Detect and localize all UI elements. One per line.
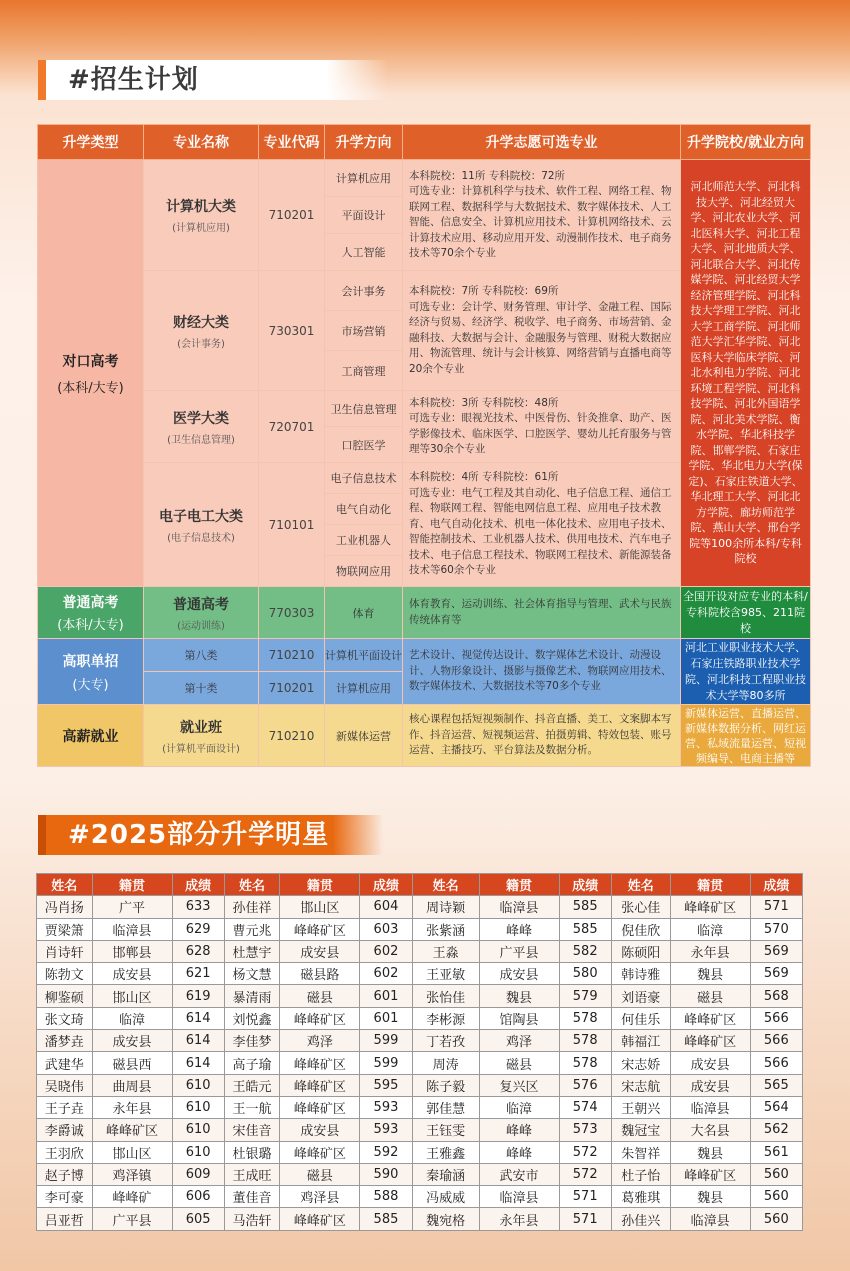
student-score: 560 bbox=[750, 1163, 802, 1185]
student-name: 杜子怡 bbox=[611, 1163, 670, 1185]
student-name: 贾梁箫 bbox=[37, 918, 93, 940]
major-name: 第八类 bbox=[144, 639, 259, 672]
student-name: 周涛 bbox=[412, 1052, 479, 1074]
major-name: 第十类 bbox=[144, 672, 259, 705]
student-name: 张怡佳 bbox=[412, 985, 479, 1007]
student-score: 595 bbox=[360, 1074, 412, 1096]
stars-header-row bbox=[37, 874, 803, 896]
major-name: 医学大类 bbox=[173, 410, 229, 427]
direction: 会计事务 bbox=[325, 271, 403, 311]
major-name: 就业班 bbox=[180, 719, 222, 736]
student-hometown: 磁县 bbox=[280, 1163, 360, 1185]
stars-header-cell: 成绩 bbox=[750, 874, 802, 896]
student-hometown: 临漳 bbox=[92, 1007, 172, 1029]
student-score: 610 bbox=[172, 1096, 224, 1118]
student-hometown: 临漳 bbox=[670, 918, 750, 940]
student-name: 冯威威 bbox=[412, 1186, 479, 1208]
direction: 电子信息技术 bbox=[325, 463, 403, 494]
header-type: 升学类型 bbox=[38, 125, 144, 160]
student-hometown: 峰峰矿区 bbox=[670, 1007, 750, 1029]
header-direction: 升学方向 bbox=[325, 125, 403, 160]
stars-row bbox=[37, 1186, 803, 1208]
student-score: 571 bbox=[559, 1208, 611, 1230]
stars-table bbox=[36, 873, 803, 1231]
major-code: 710210 bbox=[259, 705, 325, 767]
student-hometown: 成安县 bbox=[670, 1052, 750, 1074]
student-hometown: 广平县 bbox=[92, 1208, 172, 1230]
student-hometown: 成安县 bbox=[280, 940, 360, 962]
stars-header-cell: 成绩 bbox=[172, 874, 224, 896]
student-hometown: 峰峰矿区 bbox=[280, 1208, 360, 1230]
student-score: 614 bbox=[172, 1030, 224, 1052]
student-score: 576 bbox=[559, 1074, 611, 1096]
enrollment-plan-table bbox=[37, 124, 811, 767]
type-putong-name: 普通高考 bbox=[62, 595, 119, 611]
student-name: 张紫涵 bbox=[412, 918, 479, 940]
direction: 平面设计 bbox=[325, 197, 403, 234]
student-hometown: 魏县 bbox=[670, 1186, 750, 1208]
option-majors bbox=[403, 391, 681, 463]
direction: 计算机应用 bbox=[325, 160, 403, 197]
student-name: 郭佳慧 bbox=[412, 1096, 479, 1118]
stars-row bbox=[37, 1052, 803, 1074]
student-score: 561 bbox=[750, 1141, 802, 1163]
student-score: 571 bbox=[750, 896, 802, 918]
student-name: 魏冠宝 bbox=[611, 1119, 670, 1141]
stars-header-cell: 成绩 bbox=[559, 874, 611, 896]
student-score: 562 bbox=[750, 1119, 802, 1141]
row-jiuye bbox=[38, 705, 811, 767]
student-score: 569 bbox=[750, 940, 802, 962]
major-sub: (计算机平面设计) bbox=[162, 743, 240, 755]
student-hometown: 磁县西 bbox=[92, 1052, 172, 1074]
row-putong bbox=[38, 587, 811, 639]
major-putong bbox=[144, 587, 259, 639]
student-hometown: 广平 bbox=[92, 896, 172, 918]
option-text: 本科院校：4所 专科院校：61所 可选专业：电气工程及其自动化、电子信息工程、通信工程、物联网工程、智能电网信息工程、应用电子技术教育、电气自动化技术、机电一体化技术、应用电子技术、智能控制技术、工业机器人技术、供用电技术、汽车电子技术、电子信息工程技术、物联网工程技术、新能源装备技术等60余个专业 bbox=[409, 471, 672, 577]
plan-header-row bbox=[38, 125, 811, 160]
student-score: 633 bbox=[172, 896, 224, 918]
student-score: 565 bbox=[750, 1074, 802, 1096]
student-hometown: 成安县 bbox=[92, 963, 172, 985]
major-name: 计算机大类 bbox=[166, 199, 236, 215]
student-hometown: 峰峰矿区 bbox=[670, 896, 750, 918]
direction: 计算机平面设计 bbox=[325, 639, 403, 672]
student-name: 孙佳祥 bbox=[224, 896, 280, 918]
student-name: 王羽欣 bbox=[37, 1141, 93, 1163]
stars-header-cell: 成绩 bbox=[360, 874, 412, 896]
student-name: 宋志航 bbox=[611, 1074, 670, 1096]
student-name: 王朝兴 bbox=[611, 1096, 670, 1118]
type-duikou-name: 对口高考 bbox=[62, 353, 119, 370]
student-score: 579 bbox=[559, 985, 611, 1007]
student-hometown: 临漳 bbox=[479, 1096, 559, 1118]
student-hometown: 峰峰矿区 bbox=[92, 1119, 172, 1141]
student-score: 593 bbox=[360, 1119, 412, 1141]
stars-row bbox=[37, 985, 803, 1007]
student-hometown: 峰峰矿区 bbox=[280, 1052, 360, 1074]
student-hometown: 峰峰矿区 bbox=[280, 1074, 360, 1096]
student-name: 李彬源 bbox=[412, 1007, 479, 1029]
student-hometown: 磁县 bbox=[670, 985, 750, 1007]
student-score: 606 bbox=[172, 1186, 224, 1208]
stars-header-cell: 籍贯 bbox=[92, 874, 172, 896]
option-majors bbox=[403, 160, 681, 271]
student-name: 李可豪 bbox=[37, 1186, 93, 1208]
student-name: 宋志娇 bbox=[611, 1052, 670, 1074]
student-name: 暴清雨 bbox=[224, 985, 280, 1007]
stars-row bbox=[37, 940, 803, 962]
student-name: 杨文慧 bbox=[224, 963, 280, 985]
student-hometown: 魏县 bbox=[479, 985, 559, 1007]
student-score: 580 bbox=[559, 963, 611, 985]
student-score: 574 bbox=[559, 1096, 611, 1118]
student-name: 王淼 bbox=[412, 940, 479, 962]
student-name: 王钰雯 bbox=[412, 1119, 479, 1141]
option-majors bbox=[403, 463, 681, 587]
major-name: 电子电工大类 bbox=[159, 508, 243, 525]
student-score: 602 bbox=[360, 940, 412, 962]
student-hometown: 磁县路 bbox=[280, 963, 360, 985]
student-hometown: 曲周县 bbox=[92, 1074, 172, 1096]
student-hometown: 永年县 bbox=[670, 940, 750, 962]
student-hometown: 磁县 bbox=[479, 1052, 559, 1074]
direction: 物联网应用 bbox=[325, 556, 403, 587]
student-score: 590 bbox=[360, 1163, 412, 1185]
student-name: 魏宛格 bbox=[412, 1208, 479, 1230]
stars-header-cell: 姓名 bbox=[224, 874, 280, 896]
stars-header-cell: 籍贯 bbox=[479, 874, 559, 896]
student-name: 王皓元 bbox=[224, 1074, 280, 1096]
major-code: 730301 bbox=[259, 271, 325, 391]
student-name: 陈子毅 bbox=[412, 1074, 479, 1096]
stars-row bbox=[37, 1007, 803, 1029]
type-duikou bbox=[38, 160, 144, 587]
direction: 计算机应用 bbox=[325, 672, 403, 705]
student-score: 603 bbox=[360, 918, 412, 940]
student-score: 571 bbox=[559, 1186, 611, 1208]
major-sub: (电子信息技术) bbox=[167, 532, 235, 544]
student-score: 585 bbox=[559, 918, 611, 940]
type-jiuye bbox=[38, 705, 144, 767]
student-score: 566 bbox=[750, 1030, 802, 1052]
student-name: 韩福江 bbox=[611, 1030, 670, 1052]
major-code: 710201 bbox=[259, 160, 325, 271]
option-text: 本科院校：3所 专科院校：48所 可选专业：眼视光技术、中医骨伤、针灸推拿、助产、医学影像技术、临床医学、口腔医学、婴幼儿托育服务与管理等30余个专业 bbox=[409, 396, 672, 455]
student-score: 599 bbox=[360, 1052, 412, 1074]
major-medical bbox=[144, 391, 259, 463]
major-electronics bbox=[144, 463, 259, 587]
student-hometown: 峰峰矿 bbox=[92, 1186, 172, 1208]
student-hometown: 魏县 bbox=[670, 963, 750, 985]
student-score: 560 bbox=[750, 1208, 802, 1230]
schools-jiuye: 新媒体运营、直播运营、新媒体数据分析、网红运营、私域流量运营、短视频编导、电商主播等 bbox=[681, 705, 811, 767]
student-hometown: 复兴区 bbox=[479, 1074, 559, 1096]
student-score: 610 bbox=[172, 1119, 224, 1141]
student-name: 王子垚 bbox=[37, 1096, 93, 1118]
stars-row bbox=[37, 1141, 803, 1163]
student-name: 张心佳 bbox=[611, 896, 670, 918]
student-score: 585 bbox=[360, 1208, 412, 1230]
major-finance bbox=[144, 271, 259, 391]
student-name: 杜慧宇 bbox=[224, 940, 280, 962]
student-score: 610 bbox=[172, 1141, 224, 1163]
student-name: 陈硕阳 bbox=[611, 940, 670, 962]
direction: 体育 bbox=[325, 587, 403, 639]
major-sub: (卫生信息管理) bbox=[167, 434, 235, 446]
stars-header-cell: 姓名 bbox=[37, 874, 93, 896]
student-hometown: 大名县 bbox=[670, 1119, 750, 1141]
student-name: 刘悦鑫 bbox=[224, 1007, 280, 1029]
student-hometown: 鸡泽镇 bbox=[92, 1163, 172, 1185]
student-score: 628 bbox=[172, 940, 224, 962]
major-sub: (计算机应用) bbox=[172, 223, 230, 234]
option-text: 本科院校：11所 专科院校：72所 可选专业：计算机科学与技术、软件工程、网络工程、物联网工程、数据科学与大数据技术、数字媒体技术、人工智能、信息安全、计算机应用技术、计算机网络技术、云计算技术应用、移动应用开发、动漫制作技术、电子商务技术等70余个专业 bbox=[409, 169, 672, 259]
student-name: 吴晓伟 bbox=[37, 1074, 93, 1096]
student-name: 韩诗雅 bbox=[611, 963, 670, 985]
student-score: 578 bbox=[559, 1052, 611, 1074]
student-hometown: 邯山区 bbox=[280, 896, 360, 918]
student-score: 585 bbox=[559, 896, 611, 918]
student-hometown: 邯郸县 bbox=[92, 940, 172, 962]
stars-row bbox=[37, 896, 803, 918]
type-jiuye-name: 高薪就业 bbox=[62, 728, 119, 745]
student-score: 609 bbox=[172, 1163, 224, 1185]
student-hometown: 峰峰矿区 bbox=[280, 1096, 360, 1118]
student-hometown: 峰峰 bbox=[479, 1119, 559, 1141]
stars-row bbox=[37, 918, 803, 940]
major-code: 710101 bbox=[259, 463, 325, 587]
student-score: 578 bbox=[559, 1007, 611, 1029]
student-name: 冯肖扬 bbox=[37, 896, 93, 918]
student-name: 葛雅琪 bbox=[611, 1186, 670, 1208]
major-code: 710201 bbox=[259, 672, 325, 705]
option-majors bbox=[403, 271, 681, 391]
student-hometown: 峰峰矿区 bbox=[670, 1163, 750, 1185]
student-hometown: 成安县 bbox=[92, 1030, 172, 1052]
student-name: 倪佳欣 bbox=[611, 918, 670, 940]
stars-row bbox=[37, 1119, 803, 1141]
student-hometown: 成安县 bbox=[670, 1074, 750, 1096]
schools-putong: 全国开设对应专业的本科/专科院校含985、211院校 bbox=[681, 587, 811, 639]
student-hometown: 成安县 bbox=[479, 963, 559, 985]
student-score: 599 bbox=[360, 1030, 412, 1052]
student-name: 王一航 bbox=[224, 1096, 280, 1118]
student-name: 潘梦垚 bbox=[37, 1030, 93, 1052]
student-hometown: 临漳县 bbox=[670, 1096, 750, 1118]
student-name: 吕亚哲 bbox=[37, 1208, 93, 1230]
direction: 口腔医学 bbox=[325, 427, 403, 463]
student-score: 572 bbox=[559, 1141, 611, 1163]
student-hometown: 鸡泽 bbox=[479, 1030, 559, 1052]
stars-header-cell: 籍贯 bbox=[280, 874, 360, 896]
student-name: 周诗颖 bbox=[412, 896, 479, 918]
student-name: 李爵诚 bbox=[37, 1119, 93, 1141]
schools-duikou: 河北师范大学、河北科技大学、河北经贸大学、河北农业大学、河北医科大学、河北工程大学、河北地质大学、河北联合大学、河北传媒学院、河北经贸大学经济管理学院、河北科技大学理工学院、河北大学工商学院、河北师范大学汇华学院、河北医科大学临床学院、河北水利电力学院、河北环境工程学院、河北科技学院、河北外国语学院、河北美术学院、衡水学院、华北科技学院、邯郸学院、石家庄学院、华北电力大学(保定)、石家庄铁道大学、华北理工大学、河北北方学院、廊坊师范学院、燕山大学、邢台学院等100余所本科/专科院校 bbox=[681, 160, 811, 587]
student-hometown: 临漳县 bbox=[479, 1186, 559, 1208]
student-name: 宋佳音 bbox=[224, 1119, 280, 1141]
type-duikou-sub: (本科/大专) bbox=[57, 380, 124, 396]
student-score: 610 bbox=[172, 1074, 224, 1096]
student-score: 593 bbox=[360, 1096, 412, 1118]
major-sub: (运动训练) bbox=[177, 620, 225, 632]
stars-row bbox=[37, 1096, 803, 1118]
student-name: 董佳音 bbox=[224, 1186, 280, 1208]
student-score: 604 bbox=[360, 896, 412, 918]
student-hometown: 磁县 bbox=[280, 985, 360, 1007]
student-name: 武建华 bbox=[37, 1052, 93, 1074]
stars-header-cell: 姓名 bbox=[611, 874, 670, 896]
student-hometown: 广平县 bbox=[479, 940, 559, 962]
student-score: 601 bbox=[360, 1007, 412, 1029]
student-name: 曹元兆 bbox=[224, 918, 280, 940]
student-hometown: 鸡泽县 bbox=[280, 1186, 360, 1208]
student-score: 573 bbox=[559, 1119, 611, 1141]
student-hometown: 永年县 bbox=[92, 1096, 172, 1118]
student-hometown: 临漳县 bbox=[670, 1208, 750, 1230]
header-options: 升学志愿可选专业 bbox=[403, 125, 681, 160]
header-major: 专业名称 bbox=[144, 125, 259, 160]
option-majors: 体育教育、运动训练、社会体育指导与管理、武术与民族传统体育等 bbox=[403, 587, 681, 639]
direction: 工商管理 bbox=[325, 351, 403, 391]
stars-header-cell: 籍贯 bbox=[670, 874, 750, 896]
student-score: 566 bbox=[750, 1007, 802, 1029]
student-name: 柳鉴硕 bbox=[37, 985, 93, 1007]
student-name: 王雅鑫 bbox=[412, 1141, 479, 1163]
student-name: 丁若孜 bbox=[412, 1030, 479, 1052]
student-score: 602 bbox=[360, 963, 412, 985]
direction: 新媒体运营 bbox=[325, 705, 403, 767]
student-score: 570 bbox=[750, 918, 802, 940]
major-code: 770303 bbox=[259, 587, 325, 639]
student-score: 614 bbox=[172, 1007, 224, 1029]
type-putong bbox=[38, 587, 144, 639]
student-score: 566 bbox=[750, 1052, 802, 1074]
direction: 市场营销 bbox=[325, 311, 403, 351]
student-score: 619 bbox=[172, 985, 224, 1007]
student-score: 621 bbox=[172, 963, 224, 985]
student-hometown: 峰峰矿区 bbox=[280, 1007, 360, 1029]
student-hometown: 成安县 bbox=[280, 1119, 360, 1141]
student-name: 朱智祥 bbox=[611, 1141, 670, 1163]
type-danzhao bbox=[38, 639, 144, 705]
student-hometown: 永年县 bbox=[479, 1208, 559, 1230]
student-name: 赵子博 bbox=[37, 1163, 93, 1185]
student-score: 605 bbox=[172, 1208, 224, 1230]
student-name: 高子瑜 bbox=[224, 1052, 280, 1074]
student-hometown: 魏县 bbox=[670, 1141, 750, 1163]
schools-danzhao: 河北工业职业技术大学、石家庄铁路职业技术学院、河北科技工程职业技术大学等80多所 bbox=[681, 639, 811, 705]
student-score: 601 bbox=[360, 985, 412, 1007]
student-name: 刘语豪 bbox=[611, 985, 670, 1007]
header-code: 专业代码 bbox=[259, 125, 325, 160]
header-schools: 升学院校/就业方向 bbox=[681, 125, 811, 160]
student-score: 582 bbox=[559, 940, 611, 962]
type-danzhao-sub: (大专) bbox=[72, 677, 109, 693]
major-name: 财经大类 bbox=[173, 314, 229, 331]
stars-row bbox=[37, 1163, 803, 1185]
student-score: 569 bbox=[750, 963, 802, 985]
student-name: 马浩轩 bbox=[224, 1208, 280, 1230]
student-score: 629 bbox=[172, 918, 224, 940]
student-name: 王亚敏 bbox=[412, 963, 479, 985]
student-name: 肖诗轩 bbox=[37, 940, 93, 962]
student-score: 568 bbox=[750, 985, 802, 1007]
major-code: 720701 bbox=[259, 391, 325, 463]
stars-header-cell: 姓名 bbox=[412, 874, 479, 896]
direction: 人工智能 bbox=[325, 234, 403, 271]
student-hometown: 邯山区 bbox=[92, 1141, 172, 1163]
student-score: 614 bbox=[172, 1052, 224, 1074]
student-hometown: 峰峰 bbox=[479, 918, 559, 940]
student-score: 572 bbox=[559, 1163, 611, 1185]
student-hometown: 临漳县 bbox=[92, 918, 172, 940]
option-text: 本科院校：7所 专科院校：69所 可选专业：会计学、财务管理、审计学、金融工程、国际经济与贸易、经济学、税收学、电子商务、市场营销、金融科技、大数据与会计、金融服务与管理、财税大数据应用、物流管理、统计与会计核算、网络营销与直播电商等20余个专业 bbox=[409, 285, 672, 375]
direction: 电气自动化 bbox=[325, 494, 403, 525]
major-sub: (会计事务) bbox=[177, 338, 225, 350]
major-computer bbox=[144, 160, 259, 271]
student-score: 588 bbox=[360, 1186, 412, 1208]
type-putong-sub: (本科/大专) bbox=[57, 618, 124, 633]
direction: 工业机器人 bbox=[325, 525, 403, 556]
student-hometown: 峰峰矿区 bbox=[280, 1141, 360, 1163]
student-name: 陈勃文 bbox=[37, 963, 93, 985]
student-hometown: 峰峰 bbox=[479, 1141, 559, 1163]
option-majors: 核心课程包括短视频制作、抖音直播、美工、文案脚本写作、抖音运营、短视频运营、拍摄剪辑、特效包装、账号运营、主播技巧、平台算法及数据分析。 bbox=[403, 705, 681, 767]
section-title-plan: #招生计划 bbox=[38, 60, 388, 100]
type-danzhao-name: 高职单招 bbox=[62, 653, 119, 670]
student-hometown: 馆陶县 bbox=[479, 1007, 559, 1029]
stars-row bbox=[37, 1208, 803, 1230]
major-jiuye bbox=[144, 705, 259, 767]
major-code: 710210 bbox=[259, 639, 325, 672]
student-name: 何佳乐 bbox=[611, 1007, 670, 1029]
student-name: 孙佳兴 bbox=[611, 1208, 670, 1230]
student-hometown: 峰峰矿区 bbox=[670, 1030, 750, 1052]
student-name: 张文琦 bbox=[37, 1007, 93, 1029]
student-hometown: 武安市 bbox=[479, 1163, 559, 1185]
student-name: 秦瑜涵 bbox=[412, 1163, 479, 1185]
option-majors: 艺术设计、视觉传达设计、数字媒体艺术设计、动漫设计、人物形象设计、摄影与摄像艺术、物联网应用技术、数字媒体技术、大数据技术等70多个专业 bbox=[403, 639, 681, 705]
section-title-stars: #2025部分升学明星 bbox=[38, 815, 383, 855]
stars-row bbox=[37, 963, 803, 985]
major-name: 普通高考 bbox=[173, 596, 229, 613]
student-name: 李佳梦 bbox=[224, 1030, 280, 1052]
student-hometown: 鸡泽 bbox=[280, 1030, 360, 1052]
student-score: 578 bbox=[559, 1030, 611, 1052]
student-name: 王成旺 bbox=[224, 1163, 280, 1185]
student-score: 560 bbox=[750, 1186, 802, 1208]
student-score: 592 bbox=[360, 1141, 412, 1163]
direction: 卫生信息管理 bbox=[325, 391, 403, 427]
stars-row bbox=[37, 1074, 803, 1096]
student-hometown: 峰峰矿区 bbox=[280, 918, 360, 940]
student-name: 杜银璐 bbox=[224, 1141, 280, 1163]
student-hometown: 邯山区 bbox=[92, 985, 172, 1007]
student-hometown: 临漳县 bbox=[479, 896, 559, 918]
student-score: 564 bbox=[750, 1096, 802, 1118]
stars-row bbox=[37, 1030, 803, 1052]
